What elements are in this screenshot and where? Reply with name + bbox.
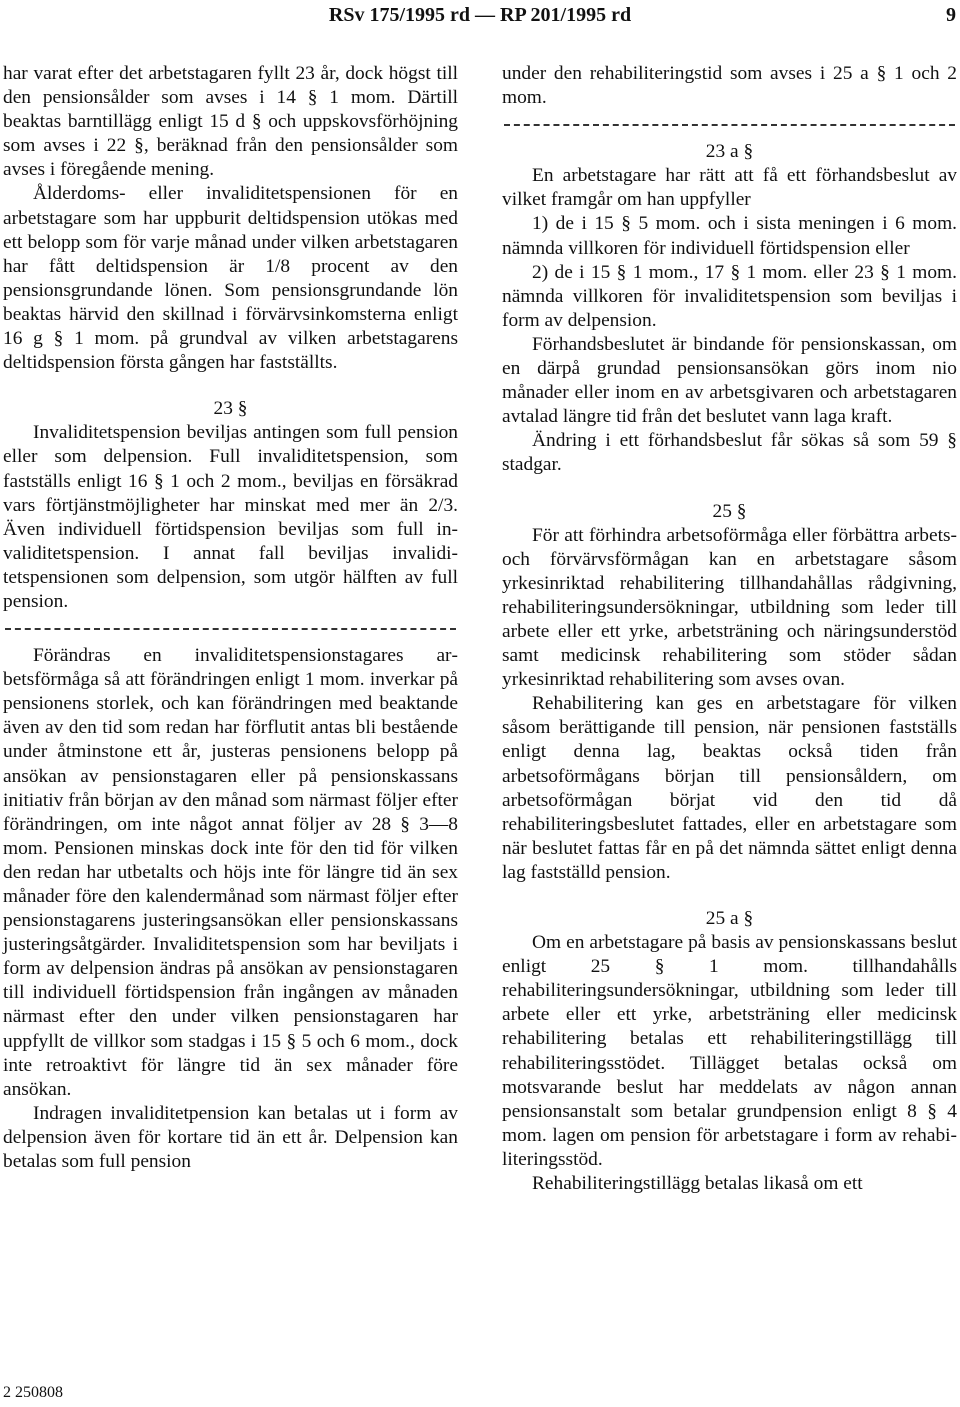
- section-heading: 23 §: [213, 398, 248, 420]
- paragraph: Rehabilitering kan ges en arbetstagare för vilken såsom berättigande till pension, när pensionen fastställs enligt denna lag, beaktas också tiden från arbetsoförmågans början till pensionsåldern, om arbetsoförmågan börjat vid den tid då rehabiliteringsbeslutet fattades, eller en arbetstagare som när beslutet fattas får en på det nämnda sättet enligt denna lag fastställd pension.: [502, 693, 957, 883]
- list-item: 2) de i 15 § 1 mom., 17 § 1 mom. eller 23 § 1 mom. nämnda villkoren för invaliditetspension som beviljas i form av delpension.: [502, 261, 957, 331]
- omission-divider: [5, 628, 456, 630]
- section-heading: 23 a §: [705, 141, 754, 163]
- left-column: [3, 62, 458, 1174]
- paragraph: Om en arbetstagare på basis av pensionskassans beslut enligt 25 § 1 mom. tillhandahålls rehabiliteringsundersökningar, utbildning som leder till arbete eller ett yrke, arbetsträning eller medicinsk rehabilitering betalas ett rehabiliteringstillägg till rehabiliteringsstödet. Tillägget betalas också om motsvarande beslut har meddelats av någon annan pensionsanstalt som betalar grundpension enligt 8 § 4 mom. lagen om pension för arbetstagare i form av rehabiliteringsstöd.: [502, 932, 957, 1170]
- print-code: 2 250808: [3, 1384, 63, 1401]
- section-heading: 25 §: [712, 500, 747, 522]
- paragraph: Förhandsbeslutet är bindande för pensionskassan, om en därpå grundad pensionsansökan görs inom nio månader eller inom en av arbetsgivaren och arbetstagaren avtalad längre tid från det beslutet vann laga kraft.: [502, 333, 957, 428]
- list-item: 1) de i 15 § 5 mom. och i sista meningen i 6 mom. nämnda villkoren för individuell förtidspension eller: [502, 213, 957, 259]
- paragraph: För att förhindra arbetsoförmåga eller förbättra arbets- och förvärvsförmågan kan en arbetstagare såsom yrkesinriktad rehabilitering tillhandahållas rådgivning, rehabiliteringsundersökningar, utbildning som leder till arbete eller ett yrke, arbetsträning och näringsunderstöd samt medicinsk rehabilitering som stöder sådan yrkesinriktad rehabilitering som avses ovan.: [502, 524, 957, 691]
- paragraph: under den rehabiliteringstid som avses i 25 a § 1 och 2 mom.: [502, 63, 957, 109]
- paragraph: Indragen invaliditetpension kan betalas ut i form av delpension även för kortare tid än ett år. Delpension kan betalas som full pension: [3, 1102, 458, 1173]
- paragraph: Ändring i ett förhandsbeslut får sökas så som 59 § stadgar.: [502, 430, 957, 476]
- paragraph: har varat efter det arbetstagaren fyllt 23 år, dock högst till den pensionsålder som avses i 14 § 1 mom. Därtill beaktas barntillägg enligt 15 d § och uppskovsförhöjning som avses i 22 §, beräknad från den pensionsålder som avses i föregående mening.: [3, 63, 458, 181]
- paragraph: Rehabiliteringstillägg betalas likaså om ett: [532, 1173, 863, 1195]
- paragraph: Förändras en invaliditetspensionstagares arbetsförmåga så att förändringen enligt 1 mom. inverkar på pensionens storlek, och kan förändringen med beaktande även av den tid som redan har förflutit antas bli bestående under åtminstone ett år, justeras pensionens belopp på ansökan av pensionstagaren eller på pensionskassans initiativ från början av den månad som närmast följer efter förändringen, om inte något annat följer av 28 § 3—8 mom. Pensionen minskas dock inte för den tid för vilken den redan har utbetalts och höjs inte för längre tid än sex månader före den kalendermånad som närmast följer efter pensionstagarens justeringsansökan eller pensionskassans justeringsåtgärder. Invaliditetspension som har beviljats i form av delpension ändras på ansökan av pensionstagaren till individuell förtidspension från ingången av månaden närmast efter den under vilken pensionstagaren har uppfyllt de villkor som stadgas i 15 § 5 och 6 mom., dock inte retroaktivt för längre tid än sex månader före ansökan.: [3, 645, 458, 1100]
- right-column: [502, 62, 957, 1196]
- paragraph: Ålderdoms- eller invaliditetspensionen för en arbetstagare som har uppburit deltidspension utökas med ett belopp som för varje månad under vilken arbetstagaren har fått deltidspension är 1/8 procent av den pensionsgrundande lönen. Som pensionsgrundande lön beaktas härvid den skillnad i förvärvsinkomsterna enligt 16 g § 1 mom. på grundval av vilken arbetstagarens deltidspension första gången har fastställts.: [3, 183, 458, 374]
- document-reference: RSv 175/1995 rd — RP 201/1995 rd: [328, 4, 632, 26]
- page-header: [0, 2, 960, 32]
- omission-divider: [504, 124, 955, 126]
- page-number: 9: [946, 4, 956, 26]
- paragraph: Invaliditetspension beviljas antingen som full pension eller som delpension. Full invaliditetspension, som fastställs enligt 16 § 1 och 2 mom., beviljas en försäkrad vars förtjänstmöjligheter har minskat med mer än 2/3. Även individuell förtidspension beviljas som full invaliditetspension. I annat fall beviljas invaliditetspensionen som delpension, som utgör hälften av full pension.: [3, 422, 458, 612]
- section-heading: 25 a §: [705, 908, 754, 929]
- paragraph: En arbetstagare har rätt att få ett förhandsbeslut av vilket framgår om han uppfyller: [502, 165, 957, 211]
